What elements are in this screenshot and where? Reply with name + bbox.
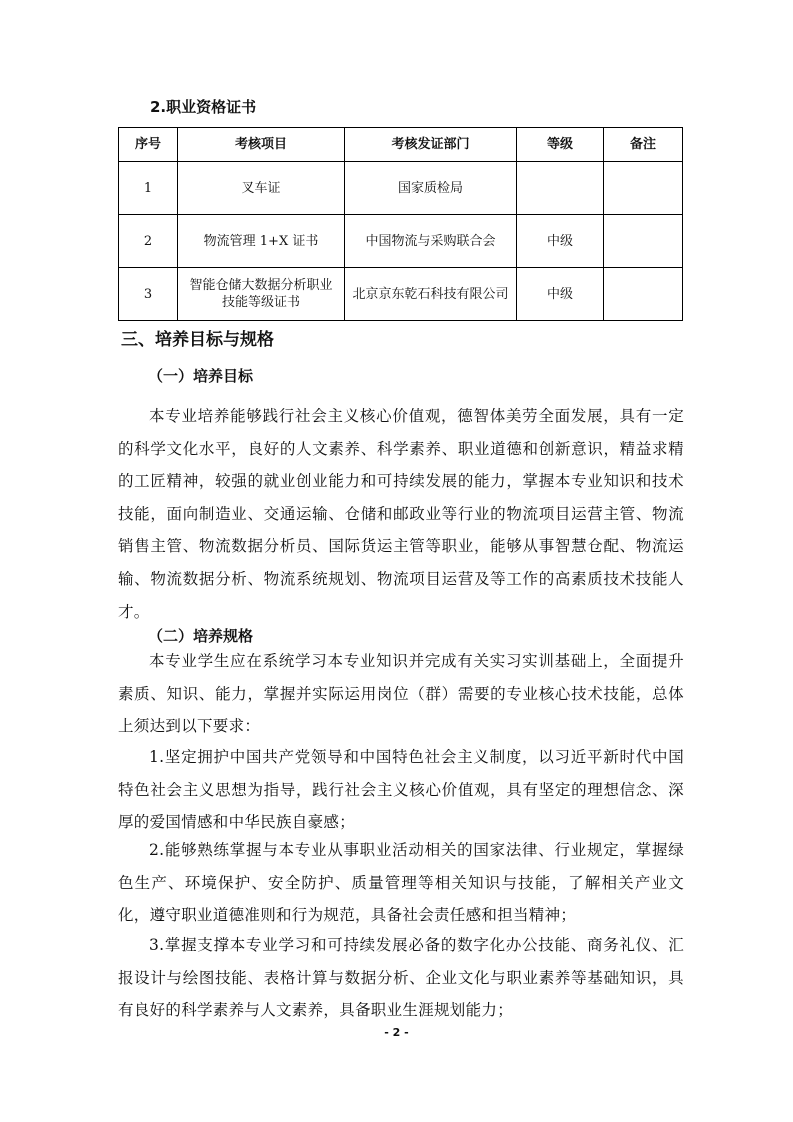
- col-header-level: 等级: [517, 128, 604, 162]
- cell-item: 智能仓储大数据分析职业技能等级证书: [178, 268, 345, 321]
- cell-level: 中级: [517, 215, 604, 268]
- table-row: [119, 162, 683, 215]
- cell-level: [517, 162, 604, 215]
- cell-item: 叉车证: [178, 162, 345, 215]
- goals-paragraph: 本专业培养能够践行社会主义核心价值观，德智体美劳全面发展，具有一定的科学文化水平，良好的人文素养、科学素养、职业道德和创新意识，精益求精的工匠精神，较强的就业创业能力和可持续发展的能力，掌握本专业知识和技术技能，面向制造业、交通运输、仓储和邮政业等行业的物流项目运营主管、物流销售主管、物流数据分析员、国际货运主管等职业，能够从事智慧仓配、物流运输、物流数据分析、物流系统规划、物流项目运营及等工作的高素质技术技能人才。: [118, 407, 684, 621]
- section-title: 三、培养目标与规格: [121, 330, 274, 350]
- cell-item: 物流管理 1+X 证书: [178, 215, 345, 268]
- table-header-row: [119, 128, 683, 162]
- col-header-remark: 备注: [604, 128, 683, 162]
- requirement-item: 3.掌握支撑本专业学习和可持续发展必备的数字化办公技能、商务礼仪、汇报设计与绘图技能、表格计算与数据分析、企业文化与职业素养等基础知识，具有良好的科学素养与人文素养，具备职业生涯规划能力；: [118, 936, 684, 1020]
- cell-number: 2: [119, 215, 178, 268]
- col-header-number: 序号: [119, 128, 178, 162]
- cell-issuer: 国家质检局: [345, 162, 517, 215]
- requirement-item: 1.坚定拥护中国共产党领导和中国特色社会主义制度，以习近平新时代中国特色社会主义思想为指导，践行社会主义核心价值观，具有坚定的理想信念、深厚的爱国情感和中华民族自豪感；: [118, 748, 684, 832]
- subsection-title-specs: （二）培养规格: [148, 627, 254, 645]
- cell-number: 1: [119, 162, 178, 215]
- col-header-issuer: 考核发证部门: [345, 128, 517, 162]
- certificate-table: [118, 127, 683, 321]
- cell-number: 3: [119, 268, 178, 321]
- page-number: - 2 -: [384, 1026, 409, 1039]
- cell-remark: [604, 268, 683, 321]
- requirement-item: 2.能够熟练掌握与本专业从事职业活动相关的国家法律、行业规定，掌握绿色生产、环境保护、安全防护、质量管理等相关知识与技能，了解相关产业文化，遵守职业道德准则和行为规范，具备社会责任感和担当精神；: [118, 841, 684, 925]
- specs-intro-paragraph: 本专业学生应在系统学习本专业知识并完成有关实习实训基础上，全面提升素质、知识、能力，掌握并实际运用岗位（群）需要的专业核心技术技能，总体上须达到以下要求：: [118, 652, 684, 736]
- cell-remark: [604, 215, 683, 268]
- table-row: [119, 215, 683, 268]
- cell-level: 中级: [517, 268, 604, 321]
- col-header-item: 考核项目: [178, 128, 345, 162]
- cell-issuer: 北京京东乾石科技有限公司: [345, 268, 517, 321]
- table-row: [119, 268, 683, 321]
- cert-heading: 2.职业资格证书: [150, 98, 257, 116]
- subsection-title-goals: （一）培养目标: [148, 367, 254, 385]
- cell-remark: [604, 162, 683, 215]
- cell-issuer: 中国物流与采购联合会: [345, 215, 517, 268]
